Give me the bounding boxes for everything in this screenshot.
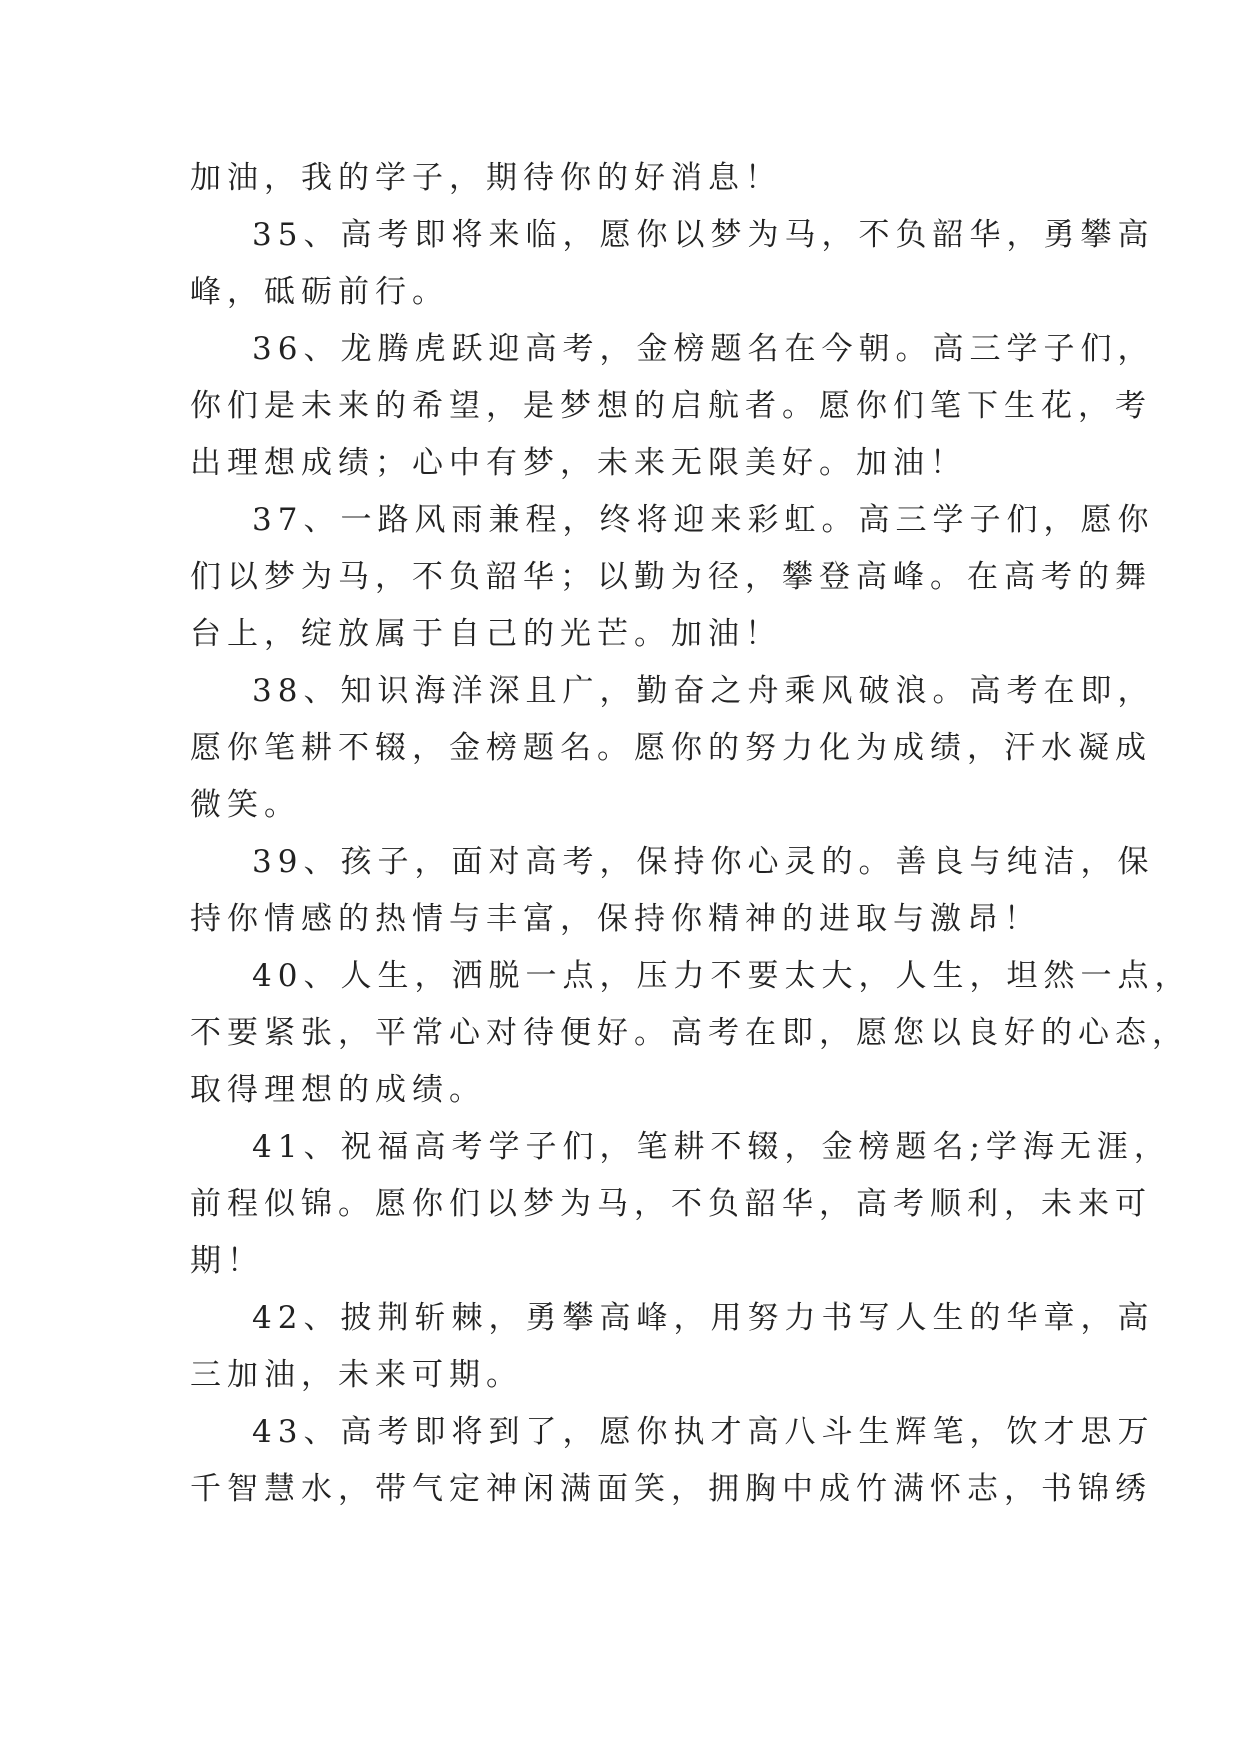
text-line: 39、孩子，面对高考，保持你心灵的。善良与纯洁，保 (252, 844, 1155, 880)
text-line: 峰，砥砺前行。 (190, 274, 449, 310)
text-line: 出理想成绩；心中有梦，未来无限美好。加油！ (190, 445, 967, 481)
text-line: 43、高考即将到了，愿你执才高八斗生辉笔，饮才思万 (252, 1414, 1155, 1450)
text-line: 42、披荆斩棘，勇攀高峰，用努力书写人生的华章，高 (252, 1300, 1155, 1336)
text-line: 41、祝福高考学子们，笔耕不辍，金榜题名;学海无涯， (252, 1129, 1171, 1165)
text-line: 40、人生，洒脱一点，压力不要太大，人生，坦然一点， (252, 958, 1192, 994)
text-line: 加油，我的学子，期待你的好消息！ (190, 160, 782, 196)
text-line: 35、高考即将来临，愿你以梦为马，不负韶华，勇攀高 (252, 217, 1155, 253)
text-line: 37、一路风雨兼程，终将迎来彩虹。高三学子们，愿你 (252, 502, 1155, 538)
text-line: 38、知识海洋深且广，勤奋之舟乘风破浪。高考在即， (252, 673, 1155, 709)
text-line: 36、龙腾虎跃迎高考，金榜题名在今朝。高三学子们， (252, 331, 1155, 367)
text-line: 们以梦为马，不负韶华；以勤为径，攀登高峰。在高考的舞 (190, 559, 1152, 595)
text-line: 微笑。 (190, 787, 301, 823)
text-line: 千智慧水，带气定神闲满面笑，拥胸中成竹满怀志，书锦绣 (190, 1471, 1152, 1507)
text-line: 前程似锦。愿你们以梦为马，不负韶华，高考顺利，未来可 (190, 1186, 1152, 1222)
text-line: 台上，绽放属于自己的光芒。加油！ (190, 616, 782, 652)
text-line: 不要紧张，平常心对待便好。高考在即，愿您以良好的心态， (190, 1015, 1189, 1051)
text-line: 取得理想的成绩。 (190, 1072, 486, 1108)
text-line: 期！ (190, 1243, 264, 1279)
text-line: 持你情感的热情与丰富，保持你精神的进取与激昂！ (190, 901, 1041, 937)
text-line: 三加油，未来可期。 (190, 1357, 523, 1393)
text-line: 你们是未来的希望，是梦想的启航者。愿你们笔下生花，考 (190, 388, 1152, 424)
text-line: 愿你笔耕不辍，金榜题名。愿你的努力化为成绩，汗水凝成 (190, 730, 1152, 766)
